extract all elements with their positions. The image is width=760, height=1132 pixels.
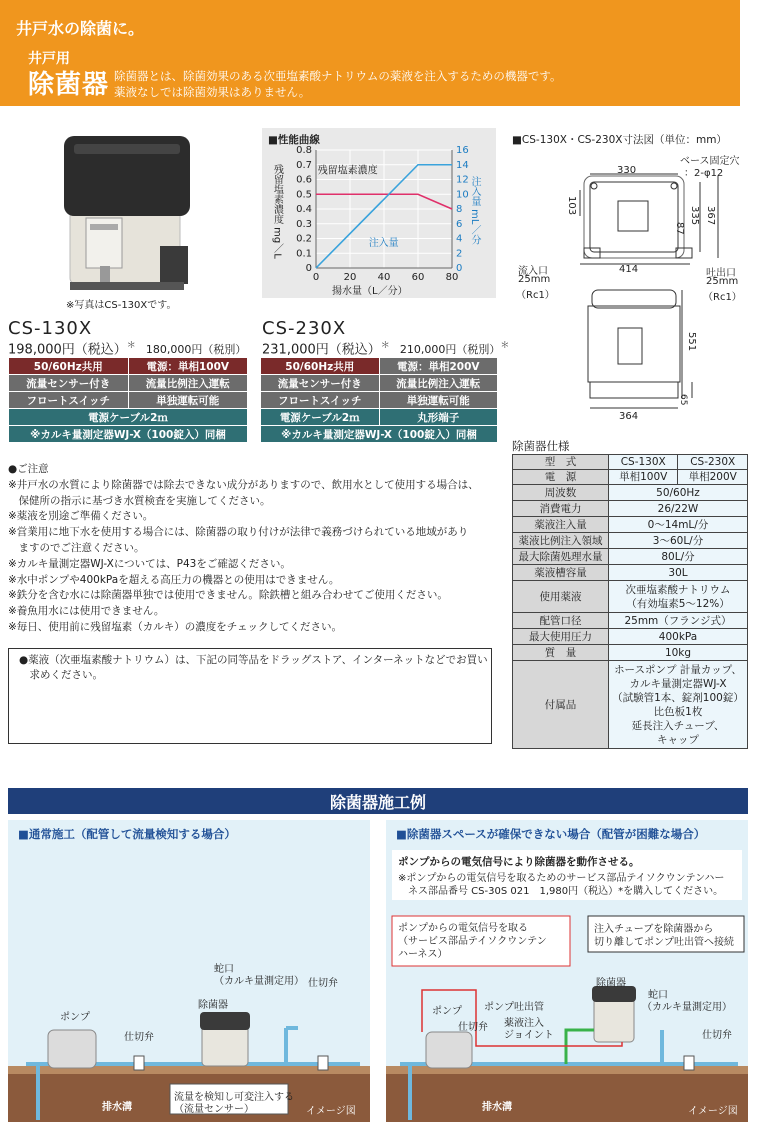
spec-key: 最大除菌処理水量	[513, 549, 609, 565]
chart-xtick: 60	[411, 272, 425, 283]
install-right-bold: ポンプからの電気信号により除菌器を動作させる。	[398, 856, 640, 868]
chart-ytick-right: 2	[456, 248, 463, 260]
callout-1c: ハーネス）	[398, 949, 448, 960]
spec-acc-line: 延長注入チューブ、	[631, 719, 725, 732]
chart-ylabel-right-text: 注入量 mL／分	[469, 176, 480, 245]
chart-ytick-left: 0.5	[296, 189, 312, 201]
note-line: ●ご注意	[8, 463, 49, 475]
callout-1a: ポンプからの電気信号を取る	[398, 923, 528, 934]
f130-r1a: 50/60Hz共用	[9, 358, 129, 375]
description-line-1: 除菌器とは、除菌効果のある次亜塩素酸ナトリウムの薬液を注入するための機器です。	[114, 69, 562, 83]
f230-r1a: 50/60Hz共用	[261, 358, 380, 375]
spec-acc-line: カルキ量測定器WJ-X	[629, 677, 727, 690]
model-230-price-tax: 231,000円（税込）	[262, 342, 381, 358]
chart-ylabel-left-text: 残留塩素濃度 mg／L	[271, 164, 283, 259]
spec-val: 3～60L/分	[609, 533, 748, 549]
spec-val-a: CS-130X	[609, 455, 678, 470]
header-banner	[0, 0, 740, 106]
install-panel-left	[8, 820, 370, 1122]
dim-364: 364	[619, 411, 639, 422]
install-right-desc-2: ネス部品番号 CS-30S 021 1,980円（税込）*を購入してください。	[398, 886, 724, 897]
f230-r2a: 流量センサー付き	[261, 375, 380, 392]
chart-ytick-right: 6	[456, 218, 463, 230]
chart-ytick-right: 14	[456, 159, 469, 171]
note-line: ※薬液を別途ご準備ください。	[8, 510, 154, 523]
spec-acc-line: キャップ	[657, 733, 699, 746]
label-faucet-right-1: 蛇口	[648, 990, 668, 1001]
label-image-right: イメージ図	[688, 1106, 738, 1117]
label-flow-1: 流量を検知し可変注入する	[174, 1092, 294, 1103]
chart-title: ■性能曲線	[268, 134, 320, 146]
install-section-bar	[8, 788, 748, 814]
install-left-title: ■通常施工（配管して流量検知する場合）	[18, 827, 236, 841]
chart-ytick-right: 10	[456, 189, 469, 201]
chart-ytick-right: 8	[456, 204, 463, 215]
spec-val-multi	[609, 581, 748, 613]
spec-key: 消費電力	[513, 501, 609, 517]
spec-accessories	[609, 661, 748, 749]
install-left-diagram	[8, 820, 370, 1122]
chart-ytick-left: 0	[305, 263, 312, 274]
chart-ytick-left: 0.7	[296, 159, 312, 171]
annotation-injection: 注入量	[368, 237, 399, 249]
spec-val-a: 単相100V	[609, 470, 678, 485]
chart-xtick: 20	[343, 272, 357, 283]
f230-r5: ※カルキ量測定器WJ-X（100錠入）同梱	[261, 426, 498, 443]
spec-table	[512, 454, 748, 749]
chart-xlabel: 揚水量（L／分）	[332, 286, 408, 297]
dim-330: 330	[617, 165, 637, 176]
subtitle: 井戸用	[28, 51, 70, 67]
model-130-price	[8, 338, 246, 357]
annotation-residual-chlorine: 残留塩素濃度	[317, 165, 378, 177]
features-130	[8, 357, 248, 443]
note-line: ますのでご注意ください。	[8, 541, 145, 554]
spec-key: 薬液比例注入領域	[513, 533, 609, 549]
spec-acc-line: 比色板1枚	[653, 705, 703, 718]
install-panel-right	[386, 820, 748, 1122]
box-note-2: 求めください。	[19, 669, 103, 681]
spec-key: 薬液槽容量	[513, 565, 609, 581]
spec-val: 25mm（フランジ式）	[609, 613, 748, 629]
dim-base-2: ：2-φ12	[684, 168, 724, 179]
chart-xtick: 80	[445, 272, 459, 283]
chart-ytick-right: 16	[456, 145, 469, 156]
outlet-3: （Rc1）	[703, 292, 742, 303]
label-image-left: イメージ図	[306, 1106, 356, 1117]
f130-r3a: フロートスイッチ	[9, 392, 129, 409]
model-230-price	[262, 338, 509, 357]
model-130-mark: ＊	[126, 341, 136, 351]
box-note-1: ●薬液（次亜塩素酸ナトリウム）は、下記の同等品をドラッグストア、インターネットなどでお買い	[19, 654, 488, 666]
spec-key: 最大使用圧力	[513, 629, 609, 645]
description-line-2: 薬液なしでは除菌効果はありません。	[114, 85, 311, 99]
spec-val-line: 次亜塩素酸ナトリウム	[625, 583, 731, 596]
note-line: ※水中ポンプや400kPaを超える高圧力の機器との使用はできません。	[8, 573, 340, 586]
tagline: 井戸水の除菌に。	[16, 19, 145, 38]
features-230	[260, 357, 498, 443]
dim-335: 335	[689, 206, 700, 226]
model-130-price-tax: 198,000円（税込）	[8, 342, 127, 358]
spec-key: 使用薬液	[513, 581, 609, 613]
spec-val: 30L	[609, 565, 748, 581]
chart-ytick-right: 4	[456, 233, 463, 245]
spec-acc-line: ホースポンプ 計量カップ、	[614, 663, 742, 676]
model-130-name: CS-130X	[8, 318, 93, 339]
label-pump-right: ポンプ	[432, 1006, 462, 1017]
install-right-title: ■除菌器スペースが確保できない場合（配管が困難な場合）	[396, 827, 706, 841]
chart-ylabel-left	[271, 164, 283, 262]
label-sterilizer-left: 除菌器	[198, 1000, 228, 1011]
install-right-diagram	[386, 820, 748, 1122]
spec-key: 質 量	[513, 645, 609, 661]
callout-1b: （サービス部品テイソクウンテン	[398, 936, 547, 947]
label-sterilizer-right: 除菌器	[596, 978, 626, 989]
callout-2b: 切り離してポンプ吐出管へ接続	[594, 937, 734, 948]
product-photo	[60, 126, 200, 294]
dims-title: ■CS-130X・CS-230X寸法図（単位：mm）	[512, 134, 727, 146]
f230-r3b: 単独運転可能	[379, 392, 498, 409]
note-line: ※毎日、使用前に残留塩素（カルキ）の濃度をチェックしてください。	[8, 620, 342, 633]
chart-ytick-right: 12	[456, 174, 469, 186]
f130-r2a: 流量センサー付き	[9, 375, 129, 392]
chart-ytick-left: 0.3	[296, 218, 312, 230]
f230-r3a: フロートスイッチ	[261, 392, 380, 409]
note-line: ※営業用に地下水を使用する場合には、除菌器の取り付けが法律で義務づけられている地域があり	[8, 526, 469, 539]
f230-r2b: 流量比例注入運転	[379, 375, 498, 392]
spec-val-b: CS-230X	[678, 455, 748, 470]
label-drain-left: 排水溝	[102, 1102, 132, 1113]
outlet-1: 吐出口	[706, 268, 736, 279]
dim-414: 414	[619, 264, 639, 275]
dim-65: 65	[678, 394, 688, 406]
f230-r4a: 電源ケーブル2ｍ	[261, 409, 380, 426]
spec-key: 型 式	[513, 455, 609, 470]
f130-r3b: 単独運転可能	[128, 392, 248, 409]
spec-val: 400kPa	[609, 629, 748, 645]
performance-chart	[262, 128, 496, 298]
chart-ytick-right: 0	[456, 263, 463, 274]
label-flow-2: （流量センサー）	[174, 1104, 254, 1115]
chart-ytick-left: 0.1	[296, 248, 312, 260]
callout-2a: 注入チューブを除菌器から	[594, 924, 714, 935]
spec-val: 80L/分	[609, 549, 748, 565]
spec-val: 10kg	[609, 645, 748, 661]
spec-key: 周波数	[513, 485, 609, 501]
label-valve-left-1: 仕切弁	[124, 1032, 154, 1043]
f130-r1b: 電源：単相100V	[128, 358, 248, 375]
dim-551: 551	[686, 332, 697, 352]
model-230-price-notax: 210,000円（税別）	[399, 343, 501, 357]
f230-r4b: 丸形端子	[379, 409, 498, 426]
page-title: 除菌器	[28, 70, 110, 100]
f130-r2b: 流量比例注入運転	[128, 375, 248, 392]
notes	[8, 462, 498, 636]
chemical-note-box	[8, 648, 492, 744]
chart-ytick-left: 0.4	[296, 204, 312, 215]
label-faucet-left-2: （カルキ量測定用）	[214, 976, 304, 987]
label-pump-left: ポンプ	[60, 1012, 90, 1023]
note-line: ※井戸水の水質により除菌器では除去できない成分がありますので、飲用水として使用する場合は、	[8, 478, 479, 491]
model-130-price-notax: 180,000円（税別）	[145, 343, 247, 357]
label-joint-2: ジョイント	[504, 1030, 554, 1041]
spec-key: 付属品	[513, 661, 609, 749]
note-line: 保健所の指示に基づき水質検査を実施してください。	[8, 494, 271, 507]
install-right-desc-1: ※ポンプからの電気信号を取るためのサービス部品テイソクウンテンハー	[398, 873, 725, 884]
dim-base-1: ベース固定穴	[680, 156, 740, 167]
chart-xtick: 40	[377, 272, 391, 283]
f130-r5: ※カルキ量測定器WJ-X（100錠入）同梱	[9, 426, 248, 443]
spec-val: 26/22W	[609, 501, 748, 517]
chart-ytick-left: 0.6	[296, 174, 312, 186]
dim-103: 103	[566, 196, 577, 216]
label-valve-right-1: 仕切弁	[458, 1022, 488, 1033]
model-230-mark2: ＊	[500, 341, 510, 351]
spec-val-line: （有効塩素5～12%）	[626, 597, 730, 610]
spec-key: 電 源	[513, 470, 609, 485]
outlet-2: 25mm	[706, 276, 739, 287]
label-joint-1: 薬液注入	[504, 1018, 544, 1029]
inlet-2: 25mm	[518, 274, 551, 285]
inlet-3: （Rc1）	[516, 290, 555, 301]
dim-87: 87	[674, 222, 685, 235]
install-title: 除菌器施工例	[329, 793, 426, 812]
label-faucet-right-2: （カルキ量測定用）	[642, 1002, 732, 1013]
note-line: ※カルキ量測定器WJ-Xについては、P43をご確認ください。	[8, 557, 291, 570]
f130-r4: 電源ケーブル2ｍ	[9, 409, 248, 426]
spec-val: 50/60Hz	[609, 485, 748, 501]
label-drain-right: 排水溝	[482, 1102, 512, 1113]
note-line: ※養魚用水には使用できません。	[8, 605, 165, 618]
inlet-1: 流入口	[518, 266, 548, 277]
label-discharge: ポンプ吐出管	[484, 1002, 544, 1013]
spec-val: 0～14mL/分	[609, 517, 748, 533]
chart-xtick: 0	[312, 272, 320, 283]
spec-key: 配管口径	[513, 613, 609, 629]
model-230-name: CS-230X	[262, 318, 347, 339]
label-valve-right-2: 仕切弁	[702, 1030, 732, 1041]
note-line: ※鉄分を含む水には除菌器単独では使用できません。除鉄槽と組み合わせてご使用ください。	[8, 589, 448, 602]
spec-val-b: 単相200V	[678, 470, 748, 485]
chart-ylabel-right	[469, 176, 483, 248]
model-230-mark: ＊	[380, 341, 390, 351]
spec-title: 除菌器仕様	[512, 439, 570, 453]
chart-ytick-left: 0.8	[296, 145, 312, 156]
spec-acc-line: （試験管1本、錠剤100錠）	[612, 691, 744, 704]
dim-367: 367	[705, 206, 716, 226]
chart-ytick-left: 0.2	[296, 233, 312, 245]
spec-key: 薬液注入量	[513, 517, 609, 533]
f230-r1b: 電源：単相200V	[379, 358, 498, 375]
label-valve-left-2: 仕切弁	[308, 978, 338, 989]
photo-caption: ※写真はCS-130Xです。	[66, 300, 177, 311]
label-faucet-left-1: 蛇口	[214, 964, 234, 975]
